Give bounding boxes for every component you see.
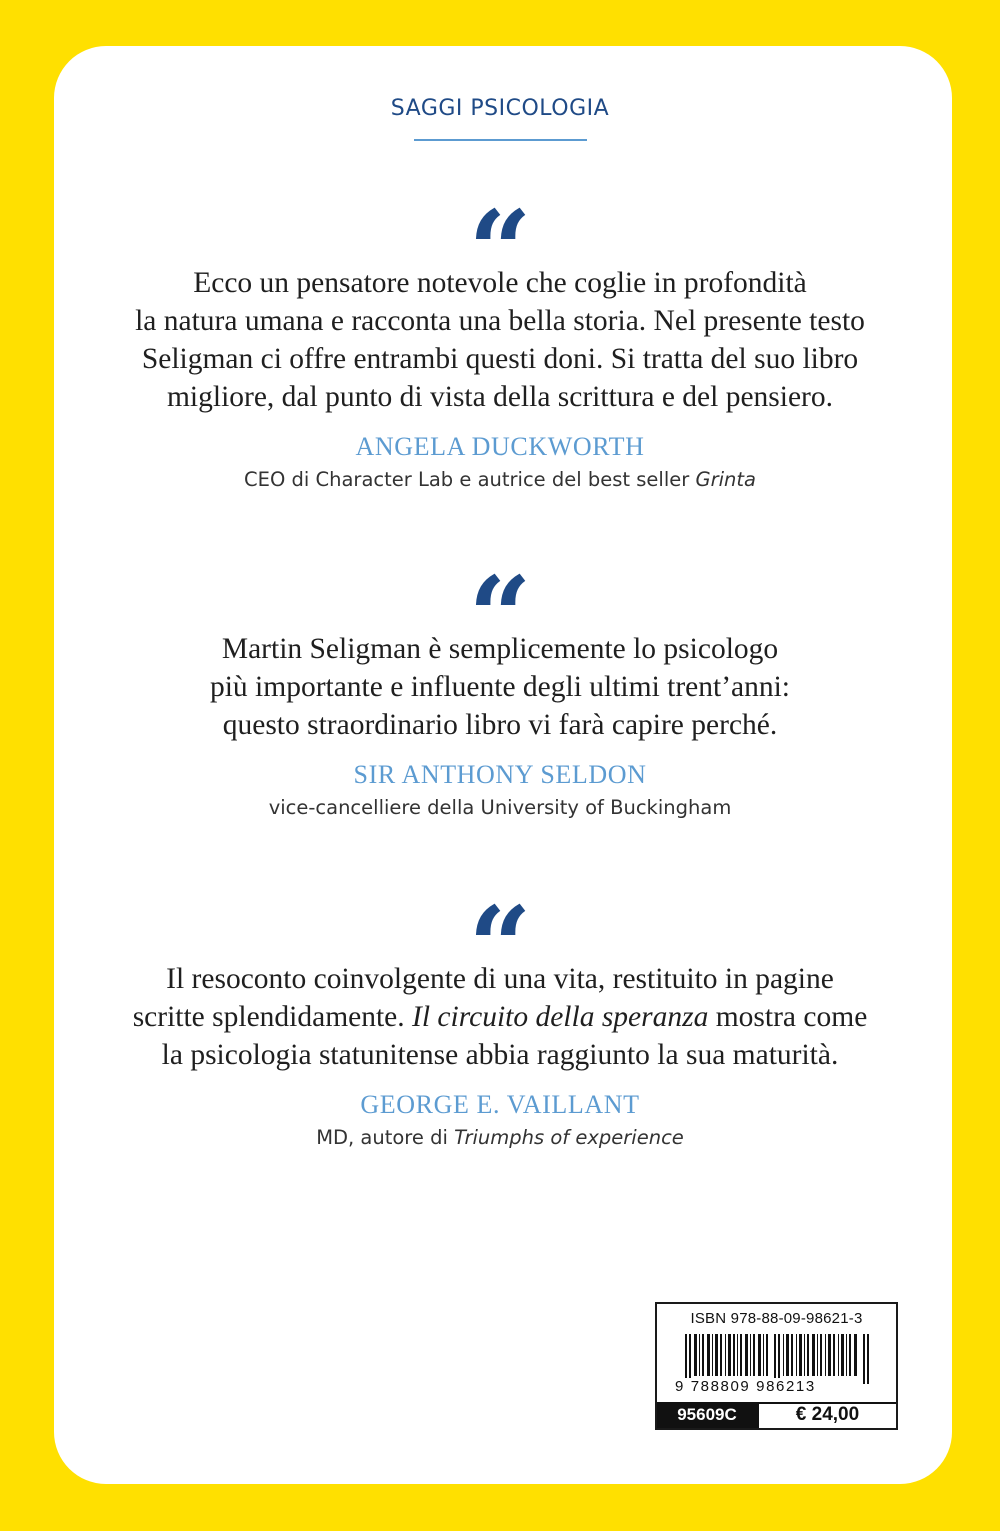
quote-3-book-title: Il circuito della speranza [412, 1001, 709, 1033]
barcode-box [655, 1302, 898, 1430]
barcode-bars [685, 1334, 871, 1384]
quote-1-line-4: migliore, dal punto di vista della scrittura e del pensiero. [166, 381, 834, 413]
quote-3-line-2 [0, 998, 1000, 1036]
quote-1-author: ANGELA DUCKWORTH [355, 432, 645, 461]
quote-1-role-text: CEO di Character Lab e autrice del best seller [244, 468, 696, 491]
quote-1-role-book: Grinta [695, 468, 756, 491]
quote-3-role-book: Triumphs of experience [454, 1126, 684, 1149]
quote-3-line-3: la psicologia statunitense abbia raggiunto la sua maturità. [161, 1039, 839, 1071]
quote-1-line-2: la natura umana e racconta una bella storia. Nel presente testo [135, 305, 865, 337]
quote-2-role-text: vice-cancelliere della University of Buckingham [268, 796, 732, 819]
product-code: 95609C [657, 1402, 757, 1428]
quote-2-text [0, 630, 1000, 744]
quote-1-role [0, 468, 1000, 491]
quote-mark-icon: “ [468, 882, 532, 1011]
isbn-label: ISBN 978-88-09-98621-3 [690, 1310, 863, 1327]
quote-3-line-2-start: scritte splendidamente. [132, 1001, 413, 1033]
quote-mark-icon: “ [468, 552, 532, 681]
quote-2-line-2: più importante e influente degli ultimi trent’anni: [209, 671, 791, 703]
quote-2-author: SIR ANTHONY SELDON [353, 760, 647, 789]
quote-2-line-1: Martin Seligman è semplicemente lo psicologo [221, 633, 779, 665]
quote-1-line-1: Ecco un pensatore notevole che coglie in profondità [193, 267, 807, 299]
price-label: € 24,00 [757, 1402, 896, 1428]
quote-3-line-2-end: mostra come [708, 1001, 868, 1033]
quote-3-role [0, 1126, 1000, 1149]
series-category: SAGGI PSICOLOGIA [390, 96, 610, 121]
category-underline [414, 139, 587, 141]
quote-3-role-text: MD, autore di [316, 1126, 455, 1149]
quote-2-line-3: questo straordinario libro vi farà capire perché. [222, 709, 778, 741]
quote-3-author: GEORGE E. VAILLANT [360, 1090, 640, 1119]
barcode-digits: 9 788809 986213 [675, 1378, 816, 1395]
quote-mark-icon: “ [468, 186, 532, 315]
quote-1-line-3: Seligman ci offre entrambi questi doni. Si tratta del suo libro [141, 343, 859, 375]
quote-2-role [0, 796, 1000, 819]
quote-3-line-1: Il resoconto coinvolgente di una vita, restituito in pagine [166, 963, 834, 995]
quote-3-text [0, 960, 1000, 1074]
quote-1-text [0, 264, 1000, 416]
